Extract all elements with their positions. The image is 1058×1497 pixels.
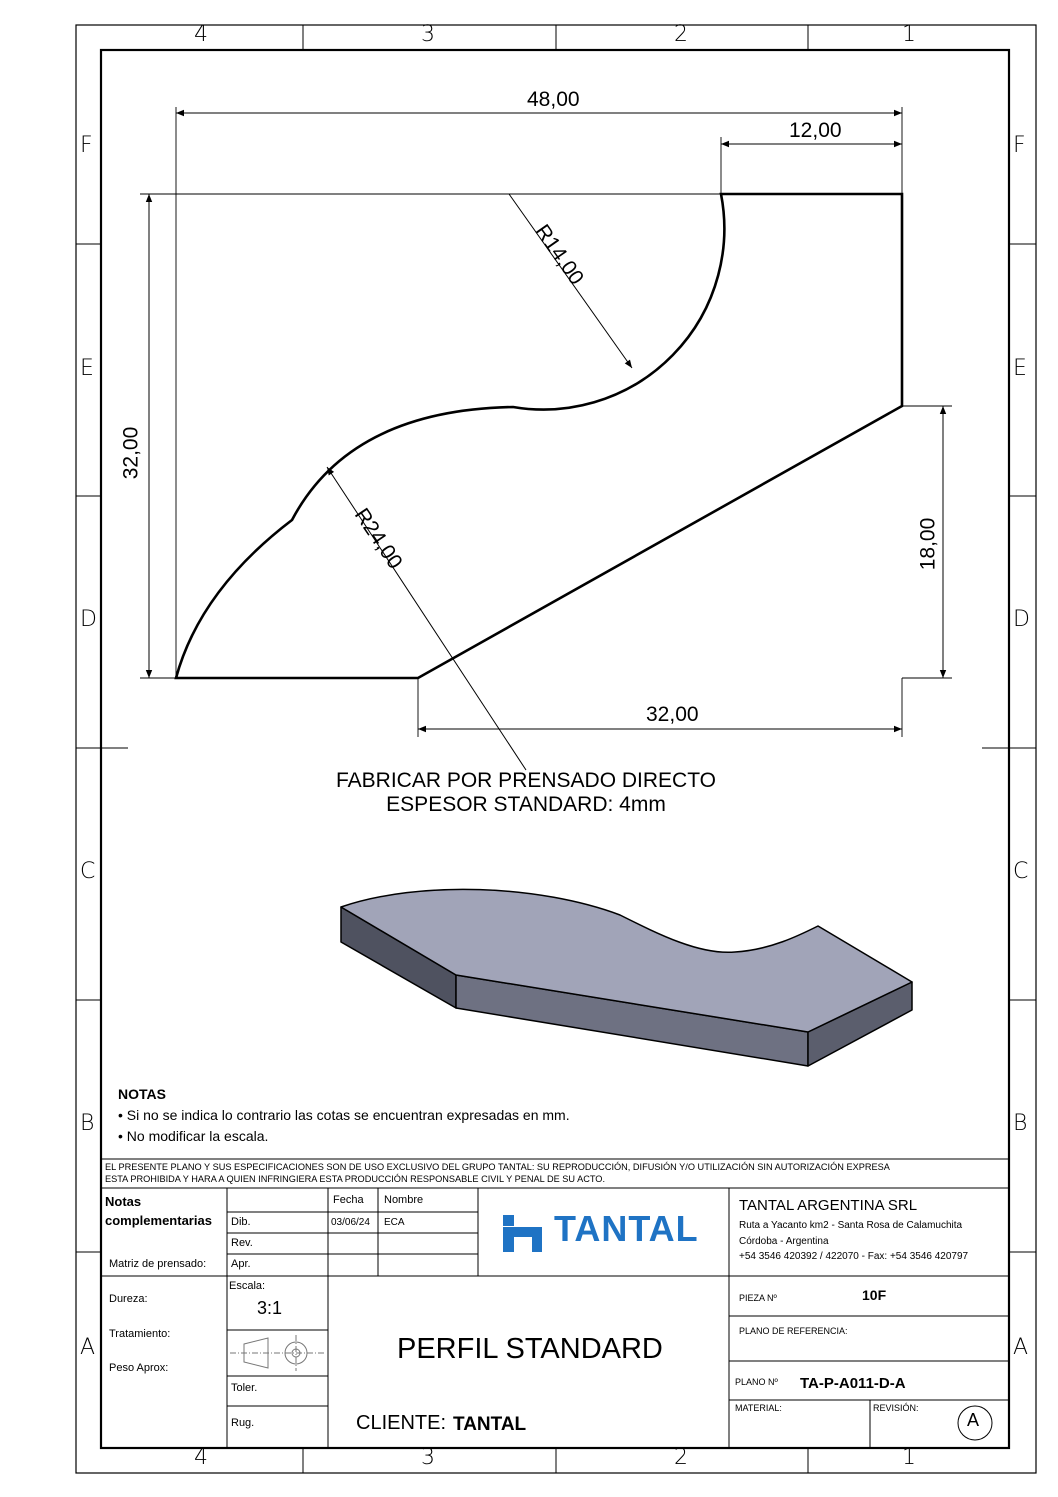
peso-label: Peso Aprox:: [109, 1362, 169, 1374]
revision-label: REVISIÓN:: [873, 1403, 919, 1413]
notes-title: NOTAS: [118, 1086, 166, 1102]
cliente-value: TANTAL: [453, 1414, 527, 1435]
rev-label: Rev.: [231, 1237, 253, 1249]
complementarias-label: complementarias: [105, 1213, 212, 1228]
pieza-value: 10F: [862, 1287, 887, 1303]
zone-label-right-F: F: [1013, 133, 1026, 158]
dim-top-flat: 12,00: [789, 119, 842, 142]
zone-label-top-4: 4: [194, 22, 208, 47]
matriz-label: Matriz de prensado:: [109, 1258, 207, 1270]
dib-nombre: ECA: [384, 1217, 405, 1228]
zone-label-bottom-2: 2: [674, 1445, 688, 1470]
apr-label: Apr.: [231, 1258, 251, 1270]
zone-label-left-B: B: [80, 1111, 95, 1136]
pieza-label: PIEZA Nº: [739, 1293, 777, 1303]
zone-label-right-D: D: [1013, 607, 1030, 632]
rug-label: Rug.: [231, 1417, 255, 1429]
dim-overall-width: 48,00: [527, 88, 580, 111]
escala-label: Escala:: [229, 1280, 266, 1292]
company-address1: Ruta a Yacanto km2 - Santa Rosa de Calamuchita: [739, 1220, 963, 1231]
manufacturing-note-line2: ESPESOR STANDARD: 4mm: [386, 793, 666, 816]
dim-radius-lower: R24,00: [349, 504, 407, 574]
zone-label-top-2: 2: [674, 22, 688, 47]
drawing-title: PERFIL STANDARD: [397, 1333, 663, 1365]
part-profile: [176, 194, 902, 678]
zone-label-top-3: 3: [421, 22, 435, 47]
zone-label-left-C: C: [80, 859, 96, 884]
zone-label-right-E: E: [1013, 356, 1027, 381]
zone-label-left-D: D: [80, 607, 97, 632]
escala-value: 3:1: [257, 1298, 283, 1318]
tantal-logo-icon: [503, 1215, 542, 1252]
dib-fecha: 03/06/24: [331, 1217, 370, 1228]
dim-right-height: 18,00: [916, 517, 940, 571]
dib-label: Dib.: [231, 1216, 251, 1228]
dim-bottom-width: 32,00: [646, 703, 699, 726]
notas-label: Notas: [105, 1194, 142, 1209]
plano-ref-label: PLANO DE REFERENCIA:: [739, 1326, 848, 1336]
zone-label-right-A: A: [1013, 1335, 1029, 1360]
disclaimer: [105, 1161, 890, 1185]
logo-text: TANTAL: [554, 1208, 699, 1249]
revision-value: A: [967, 1410, 980, 1430]
manufacturing-note-line1: FABRICAR POR PRENSADO DIRECTO: [335, 769, 716, 792]
notes-item: • No modificar la escala.: [118, 1128, 269, 1144]
fecha-label: Fecha: [333, 1194, 364, 1206]
notes-item: • Si no se indica lo contrario las cotas se encuentran expresadas en mm.: [118, 1107, 570, 1123]
plano-value: TA-P-A011-D-A: [800, 1375, 906, 1392]
zone-label-bottom-4: 4: [194, 1445, 208, 1470]
projection-symbol: [230, 1335, 325, 1371]
notes-section: [118, 1084, 570, 1147]
zone-label-bottom-3: 3: [421, 1445, 435, 1470]
company-phone: +54 3546 420392 / 422070 - Fax: +54 3546 420797: [739, 1251, 969, 1262]
zone-label-left-F: F: [80, 133, 93, 158]
dureza-label: Dureza:: [109, 1293, 148, 1305]
extension-lines: [140, 107, 952, 737]
tratamiento-label: Tratamiento:: [109, 1328, 171, 1340]
disclaimer-line1: EL PRESENTE PLANO Y SUS ESPECIFICACIONES SON DE USO EXCLUSIVO DEL GRUPO TANTAL: SU REPRODUCCIÓN, DIFUSIÓN Y/O UTILIZACIÓN SIN AUTORIZACIÓN EXPRESA: [105, 1162, 890, 1172]
zone-label-right-C: C: [1013, 859, 1029, 884]
zone-label-top-1: 1: [902, 22, 916, 47]
dim-radius-upper: R14,00: [530, 220, 589, 290]
zone-label-left-A: A: [80, 1335, 96, 1360]
toler-label: Toler.: [231, 1382, 258, 1394]
isometric-view: [341, 889, 912, 1066]
plano-label: PLANO Nº: [735, 1377, 778, 1387]
nombre-label: Nombre: [384, 1194, 424, 1206]
company-name: TANTAL ARGENTINA SRL: [739, 1197, 918, 1214]
zone-label-right-B: B: [1013, 1111, 1028, 1136]
material-label: MATERIAL:: [735, 1403, 782, 1413]
zone-label-left-E: E: [80, 356, 94, 381]
disclaimer-line2: ESTA PROHIBIDA Y HARA A QUIEN INFRINGIERA ESTA PRODUCCIÓN RESPONSABLE CIVIL Y PENAL DE SU ACTO.: [105, 1174, 606, 1184]
dim-overall-height: 32,00: [119, 426, 143, 480]
zone-label-bottom-1: 1: [902, 1445, 916, 1470]
company-address2: Córdoba - Argentina: [739, 1236, 829, 1247]
cliente-label: CLIENTE:: [356, 1412, 447, 1434]
manufacturing-note: [306, 769, 746, 817]
